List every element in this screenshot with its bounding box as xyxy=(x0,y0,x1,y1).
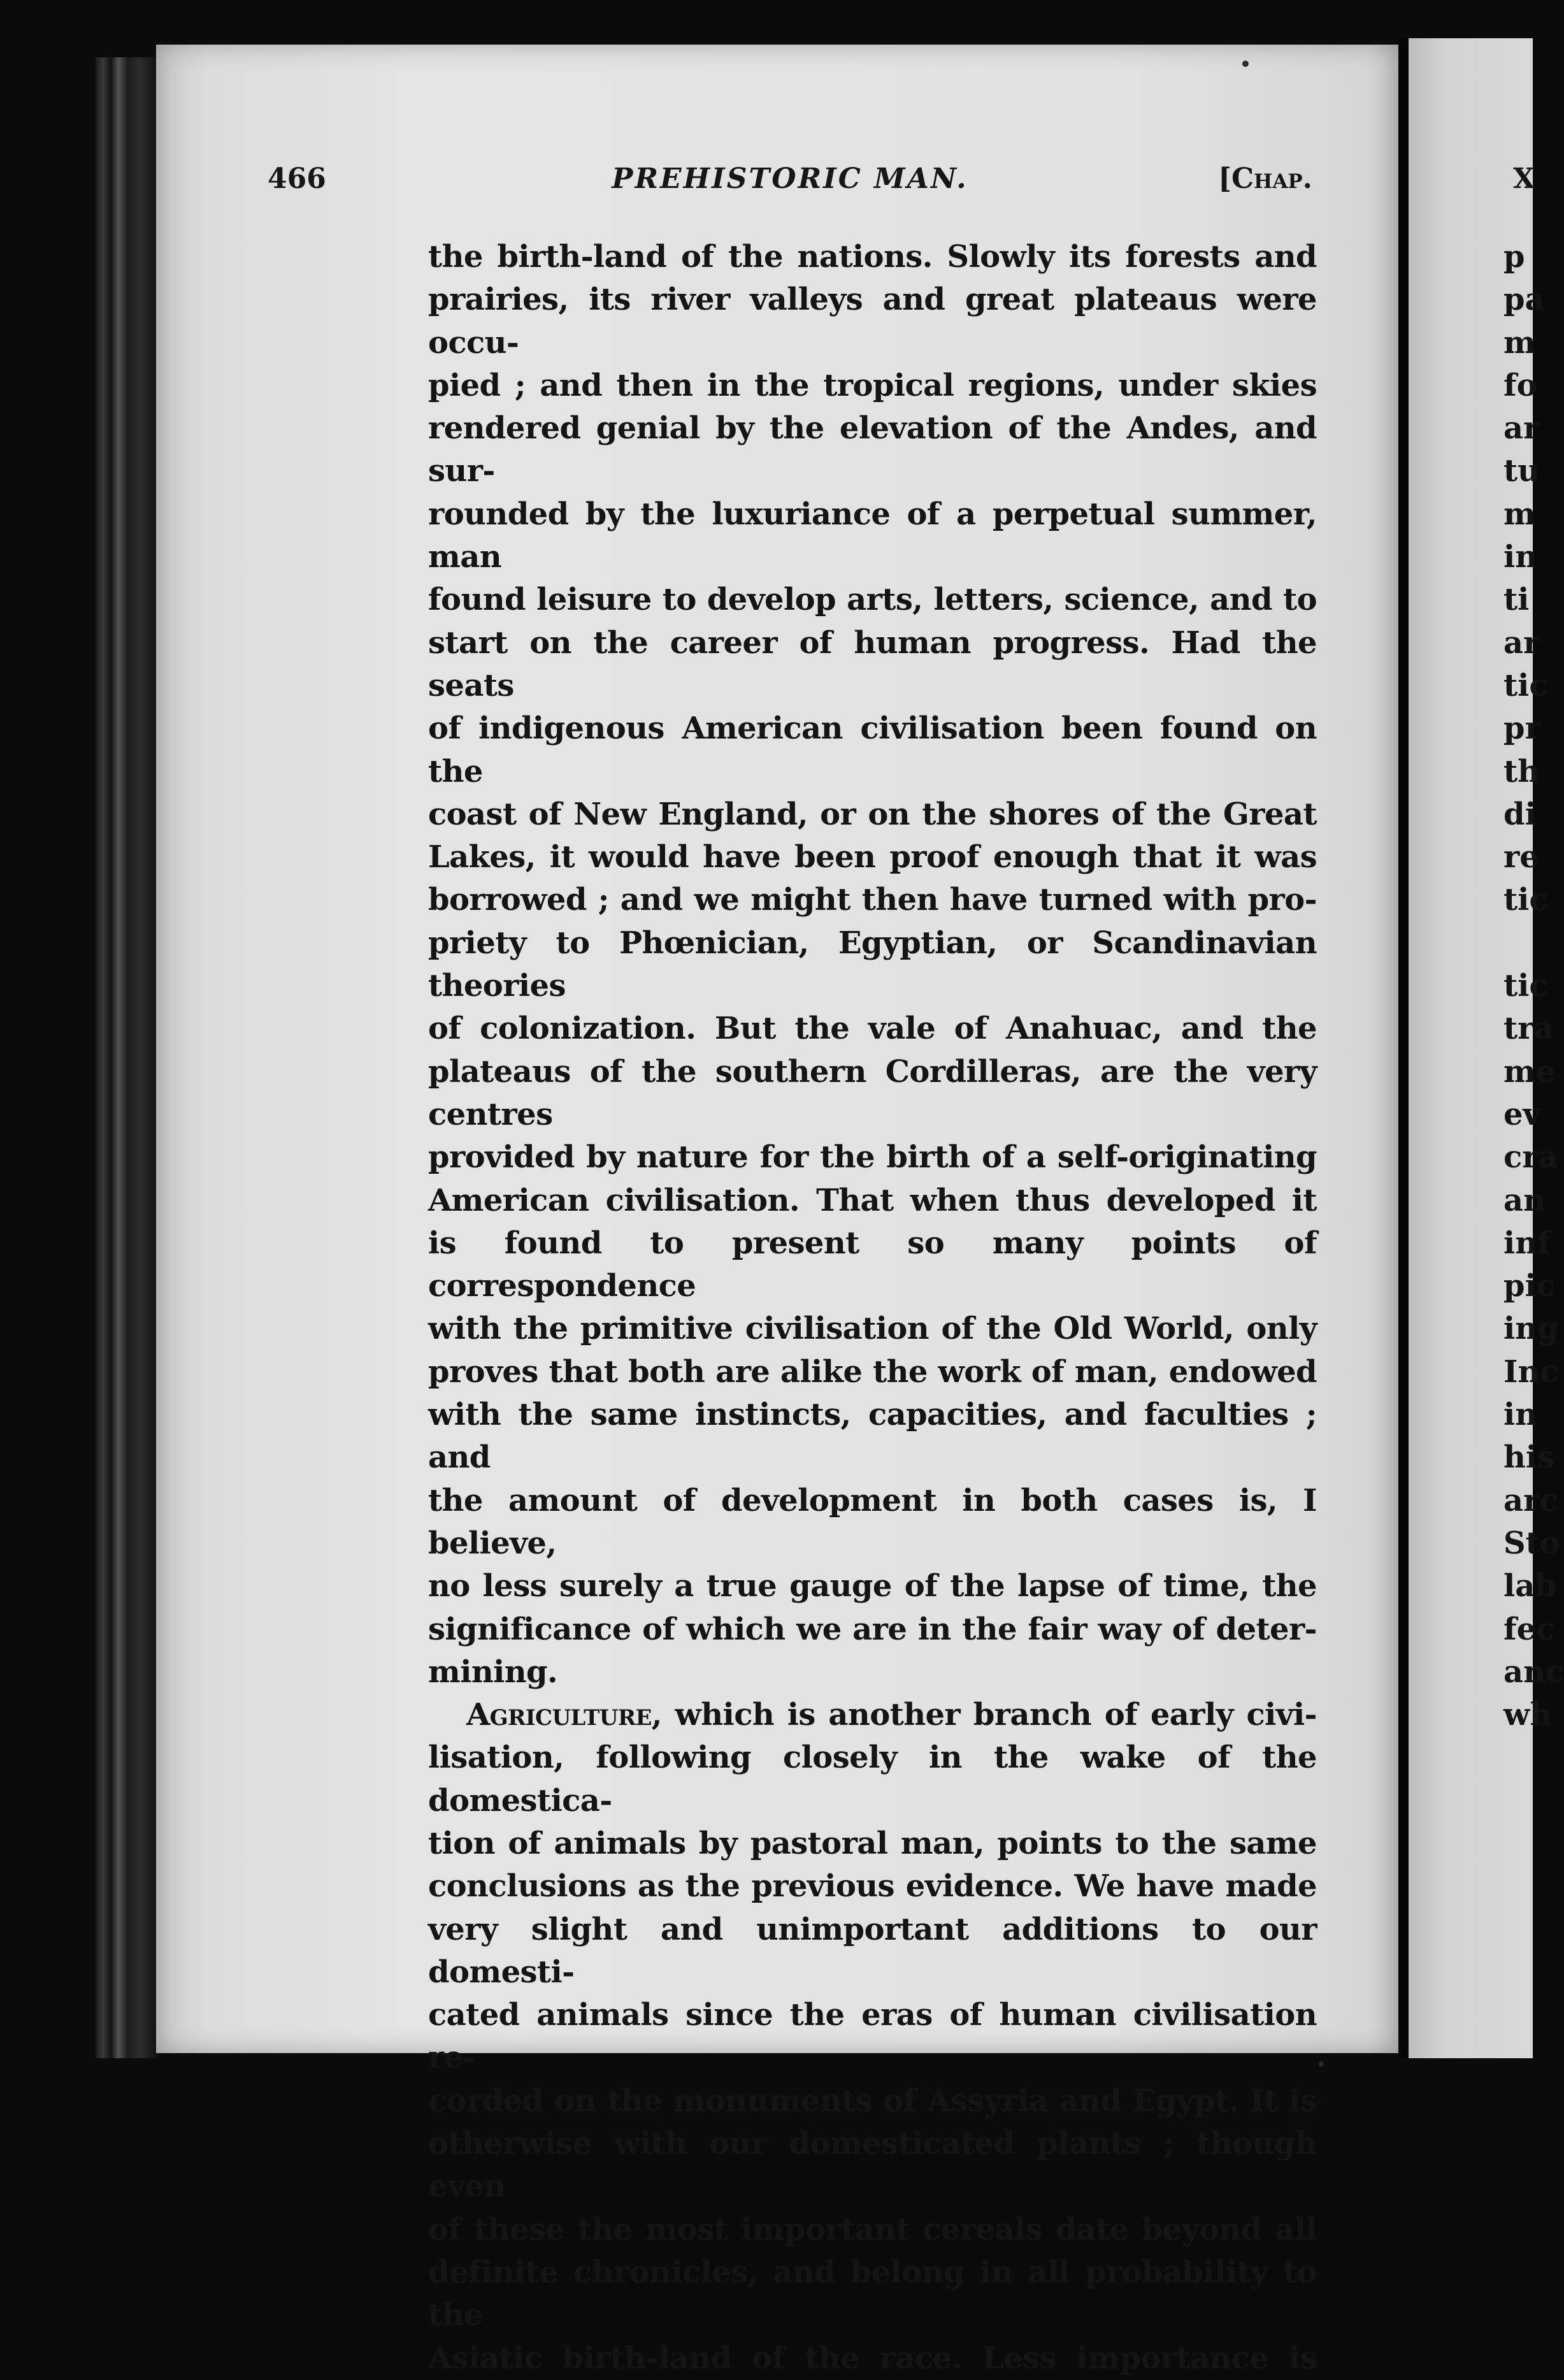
body-text xyxy=(428,236,1317,2380)
text-line: prairies, its river valleys and great plateaus were occu- xyxy=(428,282,1317,361)
text-line: priety to Phœnician, Egyptian, or Scandinavian theories xyxy=(428,925,1317,1004)
facing-page-line: in xyxy=(1503,539,1538,575)
text-line: of these the most important cereals date beyond all xyxy=(428,2211,1317,2247)
facing-page-line: me xyxy=(1503,1053,1556,1090)
text-line: corded on the monuments of Assyria and Egypt. It is xyxy=(428,2082,1317,2119)
text-line: significance of which we are in the fair way of deter- xyxy=(428,1611,1317,1647)
text-line: coast of New England, or on the shores of the Great xyxy=(428,796,1317,832)
text-line: of colonization. But the vale of Anahuac, and the xyxy=(428,1011,1317,1047)
text-line: the birth-land of the nations. Slowly its forests and xyxy=(428,239,1317,275)
facing-page-line: ing xyxy=(1503,1311,1559,1347)
text-line: Lakes, it would have been proof enough that it was xyxy=(428,839,1317,876)
scan-speck xyxy=(1319,2061,1324,2066)
paragraph-1 xyxy=(428,236,1317,1694)
running-title: PREHISTORIC MAN. xyxy=(612,162,968,195)
facing-page-line: tic xyxy=(1503,667,1548,703)
facing-page-line: tu xyxy=(1503,453,1540,489)
text-line: definite chronicles, and belong in all probability to the xyxy=(428,2254,1317,2333)
facing-page-line: fec xyxy=(1503,1611,1555,1647)
text-line-first xyxy=(428,1694,1317,1736)
facing-page-line: arc xyxy=(1503,1482,1558,1518)
facing-page-line: Sto xyxy=(1503,1525,1560,1561)
facing-page-line xyxy=(1503,922,1533,965)
facing-page-line: anc xyxy=(1503,1654,1564,1690)
text-line: found leisure to develop arts, letters, science, and to xyxy=(428,582,1317,618)
text-line: borrowed ; and we might then have turned with pro- xyxy=(428,882,1317,918)
page-number: 466 xyxy=(268,162,326,195)
text-line: the amount of development in both cases is, I believe, xyxy=(428,1482,1317,1561)
text-line: with the primitive civilisation of the Old World, only xyxy=(428,1311,1317,1347)
text-line: no less surely a true gauge of the lapse of time, the xyxy=(428,1568,1317,1605)
facing-page-line: m xyxy=(1503,496,1536,532)
facing-page-line: di xyxy=(1503,796,1537,832)
facing-page-line: lab xyxy=(1503,1568,1556,1605)
facing-page-header: X xyxy=(1513,162,1535,195)
text-line: tion of animals by pastoral man, points to the same xyxy=(428,1825,1317,1861)
text-line: otherwise with our domesticated plants ; though even xyxy=(428,2126,1317,2205)
facing-page-line: an xyxy=(1503,1182,1546,1218)
facing-page-line: cra xyxy=(1503,1139,1558,1176)
chapter-reference: [Chap. xyxy=(1218,162,1312,195)
facing-page-line: ti xyxy=(1503,582,1530,618)
text-line: mining. xyxy=(428,1654,558,1690)
facing-page-line: Inc xyxy=(1503,1353,1559,1390)
facing-page-line: in xyxy=(1503,1397,1538,1433)
text-line: plateaus of the southern Cordilleras, are the very centres xyxy=(428,1053,1317,1132)
facing-page-line: tra xyxy=(1503,1011,1554,1047)
text-line: conclusions as the previous evidence. We have made xyxy=(428,1868,1317,1905)
facing-page-line: pa xyxy=(1503,282,1545,318)
text-line: American civilisation. That when thus developed it xyxy=(428,1182,1317,1218)
facing-page-line: ev xyxy=(1503,1096,1541,1132)
text-line: start on the career of human progress. Had the seats xyxy=(428,624,1317,703)
text-line: very slight and unimportant additions to our domesti- xyxy=(428,1911,1317,1990)
facing-page-line: ar xyxy=(1503,624,1540,661)
facing-page-line: tic xyxy=(1503,882,1548,918)
text-line: rounded by the luxuriance of a perpetual summer, man xyxy=(428,496,1317,575)
facing-page-line: m xyxy=(1503,324,1536,361)
text-line: rendered genial by the elevation of the Andes, and sur- xyxy=(428,410,1317,489)
text-line: Asiatic birth-land of the race. Less importance is xyxy=(428,2340,1317,2376)
facing-page-line: th xyxy=(1503,753,1540,790)
book-binding-edge xyxy=(96,57,159,2058)
text-line: lisation, following closely in the wake of the domestica- xyxy=(428,1740,1317,1819)
facing-page-line: inf xyxy=(1503,1225,1551,1261)
facing-page-line: pr xyxy=(1503,710,1541,747)
scan-speck xyxy=(1242,61,1249,67)
facing-page-line: his xyxy=(1503,1439,1555,1476)
facing-page-line: p xyxy=(1503,239,1525,275)
text-line: is found to present so many points of correspondence xyxy=(428,1225,1317,1304)
text-line: pied ; and then in the tropical regions, under skies xyxy=(428,367,1317,403)
lead-word: Agriculture, xyxy=(466,1697,662,1733)
text-line: proves that both are alike the work of man, endowed xyxy=(428,1353,1317,1390)
facing-page-line: pic xyxy=(1503,1268,1556,1304)
text-line: provided by nature for the birth of a self-originating xyxy=(428,1139,1317,1176)
facing-page-line: re xyxy=(1503,839,1539,876)
text-line: cated animals since the eras of human civilisation re- xyxy=(428,1997,1317,2076)
facing-page-text xyxy=(1503,236,1564,1736)
facing-page-line: tic xyxy=(1503,968,1548,1004)
text-line: of indigenous American civilisation been found on the xyxy=(428,710,1317,790)
facing-page-line: fo xyxy=(1503,367,1537,403)
text-span: which is another branch of early civi- xyxy=(661,1697,1317,1733)
facing-page-line: wh xyxy=(1503,1697,1553,1733)
page-header xyxy=(268,162,1312,207)
paragraph-2 xyxy=(428,1694,1317,2380)
facing-page-line: ar xyxy=(1503,410,1540,447)
text-line: with the same instincts, capacities, and faculties ; and xyxy=(428,1397,1317,1476)
page-gutter xyxy=(1398,38,1409,2058)
